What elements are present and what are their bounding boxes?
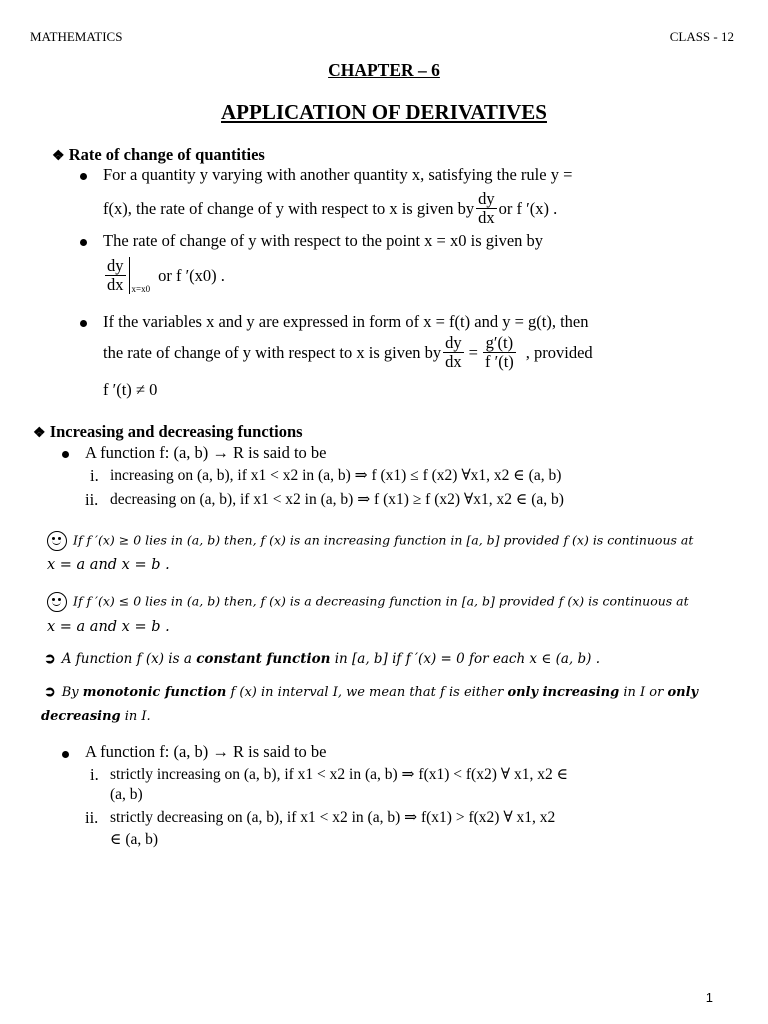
- chapter-heading: CHAPTER – 6: [328, 60, 440, 80]
- bullet-icon: [80, 320, 87, 327]
- strict-item-i-line2: (a, b): [110, 786, 143, 803]
- page-number: 1: [705, 990, 713, 1005]
- note-constant-function: ➲ A function f (x) is a constant function in [a, b] if f ′(x) = 0 for each x ∈ (a, b) .: [44, 651, 601, 667]
- dy-dx-fraction: $\frac{dy}{dx}$: [445, 333, 462, 372]
- note-monotonic-line2: decreasing in I.: [41, 709, 151, 724]
- evaluation-subscript: x=x0: [131, 284, 151, 295]
- strict-item-ii-line2: ∈ (a, b): [110, 831, 159, 848]
- rate-bullet1-line2: f(x), the rate of change of y with respect to x is given by $\frac{dy}{dx}$ or f ′(x) .: [103, 189, 558, 228]
- strict-item-ii-line1: strictly decreasing on (a, b), if x1 < x2 in (a, b) ⇒ f(x1) > f(x2) ∀ x1, x2: [110, 809, 556, 826]
- rate-bullet1-line1: For a quantity y varying with another quantity x, satisfying the rule y =: [103, 165, 573, 184]
- bullet-icon: [62, 751, 69, 758]
- arrow-bullet-icon: ➲: [44, 684, 56, 700]
- rate-bullet3-line1: If the variables x and y are expressed in form of x = f(t) and y = g(t), then: [103, 312, 589, 331]
- incdec-item-ii: decreasing on (a, b), if x1 < x2 in (a, b) ⇒ f (x1) ≥ f (x2) ∀x1, x2 ∈ (a, b): [110, 491, 564, 508]
- strict-item-i-line1: strictly increasing on (a, b), if x1 < x2 in (a, b) ⇒ f(x1) < f(x2) ∀ x1, x2 ∈: [110, 766, 569, 783]
- section-rate-heading: ❖ Rate of change of quantities: [52, 145, 265, 164]
- arrow-bullet-icon: ➲: [44, 651, 56, 667]
- dy-dx-evaluated-fraction: $\frac{dy}{dx}$: [105, 257, 130, 294]
- diamond-bullet-icon: ❖: [33, 426, 46, 441]
- smiley-icon: [47, 592, 67, 612]
- bullet-icon: [80, 173, 87, 180]
- rate-bullet3-line3: f ′(t) ≠ 0: [103, 380, 158, 399]
- note-decreasing-line2: x = a and x = b .: [47, 619, 170, 635]
- rate-bullet3-line2: the rate of change of y with respect to x is given by $\frac{dy}{dx}$ = $\frac{g'(t)}{f '(t)}$ , provided: [103, 333, 593, 372]
- dy-dx-fraction: $\frac{dy}{dx}$: [478, 189, 495, 228]
- strict-item-i-label: i.: [90, 765, 99, 784]
- incdec-bullet1: A function f: (a, b) → R is said to be: [85, 443, 327, 462]
- strict-item-ii-label: ii.: [85, 808, 99, 827]
- rate-bullet2-line2: $\frac{dy}{dx}$ x=x0 or f ′(x0) .: [107, 256, 225, 295]
- bullet-icon: [62, 451, 69, 458]
- section-incdec-heading: ❖ Increasing and decreasing functions: [33, 422, 303, 441]
- note-decreasing-line1: If f ′(x) ≤ 0 lies in (a, b) then, f (x) is a decreasing function in [a, b] provided f (x) is continuous at: [47, 592, 689, 612]
- parametric-fraction: $\frac{g'(t)}{f '(t)}$: [484, 333, 514, 372]
- strict-bullet: A function f: (a, b) → R is said to be: [85, 742, 327, 761]
- note-increasing-line2: x = a and x = b .: [47, 557, 170, 573]
- header-subject: MATHEMATICS: [30, 29, 123, 44]
- bullet-icon: [80, 239, 87, 246]
- note-increasing-line1: If f ′(x) ≥ 0 lies in (a, b) then, f (x) is an increasing function in [a, b] provided f (x) is continuous at: [47, 531, 693, 551]
- incdec-item-i-label: i.: [90, 466, 99, 485]
- incdec-item-i: increasing on (a, b), if x1 < x2 in (a, b) ⇒ f (x1) ≤ f (x2) ∀x1, x2 ∈ (a, b): [110, 467, 562, 484]
- page-title: APPLICATION OF DERIVATIVES: [221, 100, 547, 124]
- smiley-icon: [47, 531, 67, 551]
- incdec-item-ii-label: ii.: [85, 490, 99, 509]
- rate-bullet2-line1: The rate of change of y with respect to the point x = x0 is given by: [103, 231, 544, 250]
- diamond-bullet-icon: ❖: [52, 149, 65, 164]
- header-class: CLASS - 12: [669, 29, 734, 44]
- note-monotonic-line1: ➲ By monotonic function f (x) in interval I, we mean that f is either only increasing in I or only: [44, 684, 699, 700]
